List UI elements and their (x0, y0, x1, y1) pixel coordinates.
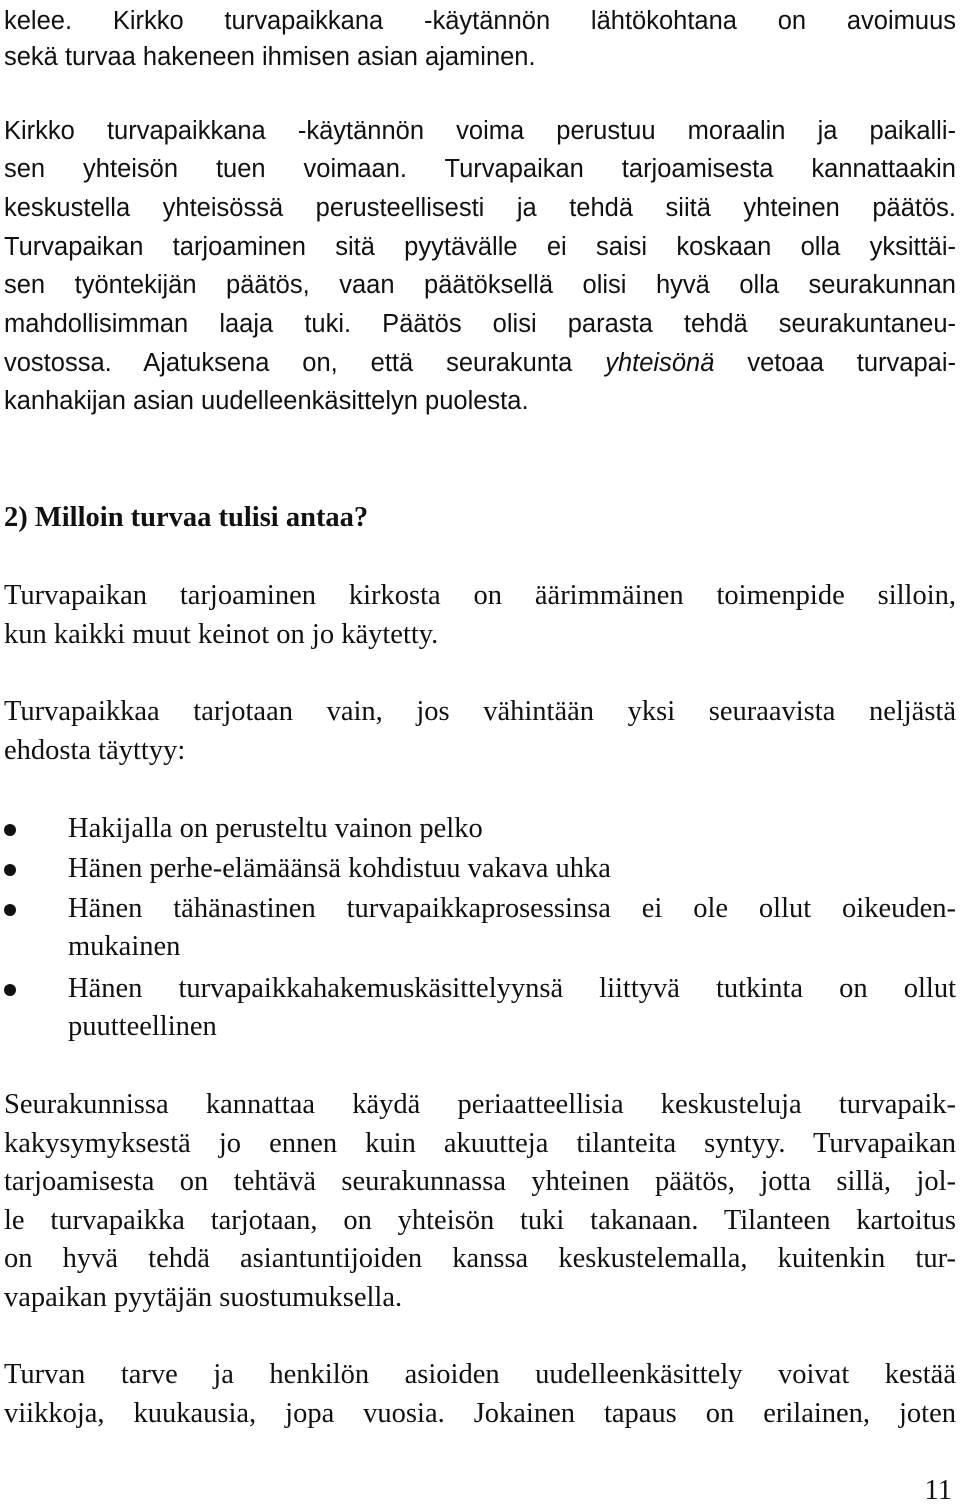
paragraph-6-line-2: viikkoja, kuukausia, jopa vuosia. Jokainen tapaus on erilainen, joten (4, 1398, 956, 1429)
section-heading: 2) Milloin turvaa tulisi antaa? (4, 502, 369, 533)
paragraph-5-line-4: le turvapaikka tarjotaan, on yhteisön tuki takanaan. Tilanteen kartoitus (4, 1205, 956, 1236)
bullet-icon (4, 984, 16, 996)
paragraph-2-line-1: Kirkko turvapaikkana -käytännön voima perustuu moraalin ja paikalli- (4, 117, 956, 145)
paragraph-5-line-5: on hyvä tehdä asiantuntijoiden kanssa keskustelemalla, kuitenkin tur- (4, 1243, 956, 1274)
paragraph-4-line-1: Turvapaikkaa tarjotaan vain, jos vähintään yksi seuraavista neljästä (4, 696, 956, 727)
paragraph-2-line-4: Turvapaikan tarjoaminen sitä pyytävälle ei saisi koskaan olla yksittäi- (4, 233, 956, 261)
page-number: 11 (924, 1475, 952, 1506)
paragraph-2-line-7-start: vostossa. Ajatuksena on, että seurakunta (4, 349, 573, 377)
paragraph-2-line-7 (4, 344, 956, 382)
condition-3-line-1: Hänen tähänastinen turvapaikkaprosessinsa ei ole ollut oikeuden- (68, 893, 956, 924)
bullet-icon (4, 824, 16, 836)
paragraph-6-line-1: Turvan tarve ja henkilön asioiden uudelleenkäsittely voivat kestää (4, 1359, 956, 1390)
paragraph-5-line-6: vapaikan pyytäjän suostumuksella. (4, 1282, 403, 1313)
condition-4-line-2: puutteellinen (68, 1011, 217, 1042)
bullet-icon (4, 904, 16, 916)
paragraph-3-line-1: Turvapaikan tarjoaminen kirkosta on äärimmäinen toimenpide silloin, (4, 580, 956, 611)
paragraph-2-line-7-end: vetoaa turvapai- (747, 349, 957, 377)
paragraph-5-line-1: Seurakunnissa kannattaa käydä periaatteellisia keskusteluja turvapaik- (4, 1089, 956, 1120)
paragraph-1-line-2: sekä turvaa hakeneen ihmisen asian ajaminen. (4, 43, 536, 71)
paragraph-5-line-2: kakysymyksestä jo ennen kuin akuutteja tilanteita syntyy. Turvapaikan (4, 1128, 956, 1159)
bullet-icon (4, 864, 16, 876)
paragraph-1-line-1: kelee. Kirkko turvapaikkana -käytännön lähtökohtana on avoimuus (4, 7, 956, 35)
paragraph-2-line-6: mahdollisimman laaja tuki. Päätös olisi parasta tehdä seurakuntaneu- (4, 310, 956, 338)
paragraph-2-line-2: sen yhteisön tuen voimaan. Turvapaikan tarjoamisesta kannattaakin (4, 155, 956, 183)
paragraph-2-line-8: kanhakijan asian uudelleenkäsittelyn puolesta. (4, 387, 529, 415)
paragraph-4-line-2: ehdosta täyttyy: (4, 735, 186, 766)
condition-2: Hänen perhe-elämäänsä kohdistuu vakava uhka (68, 853, 611, 884)
paragraph-5-line-3: tarjoamisesta on tehtävä seurakunnassa yhteinen päätös, jotta sillä, jol- (4, 1166, 956, 1197)
paragraph-2-line-5: sen työntekijän päätös, vaan päätöksellä olisi hyvä olla seurakunnan (4, 271, 956, 299)
condition-1: Hakijalla on perusteltu vainon pelko (68, 813, 483, 844)
condition-4-line-1: Hänen turvapaikkahakemuskäsittelyynsä liittyvä tutkinta on ollut (68, 973, 956, 1004)
condition-3-line-2: mukainen (68, 931, 181, 962)
paragraph-3-line-2: kun kaikki muut keinot on jo käytetty. (4, 619, 439, 650)
paragraph-2-line-3: keskustella yhteisössä perusteellisesti ja tehdä siitä yhteinen päätös. (4, 194, 956, 222)
emphasis-yhteisona: yhteisönä (605, 349, 715, 377)
